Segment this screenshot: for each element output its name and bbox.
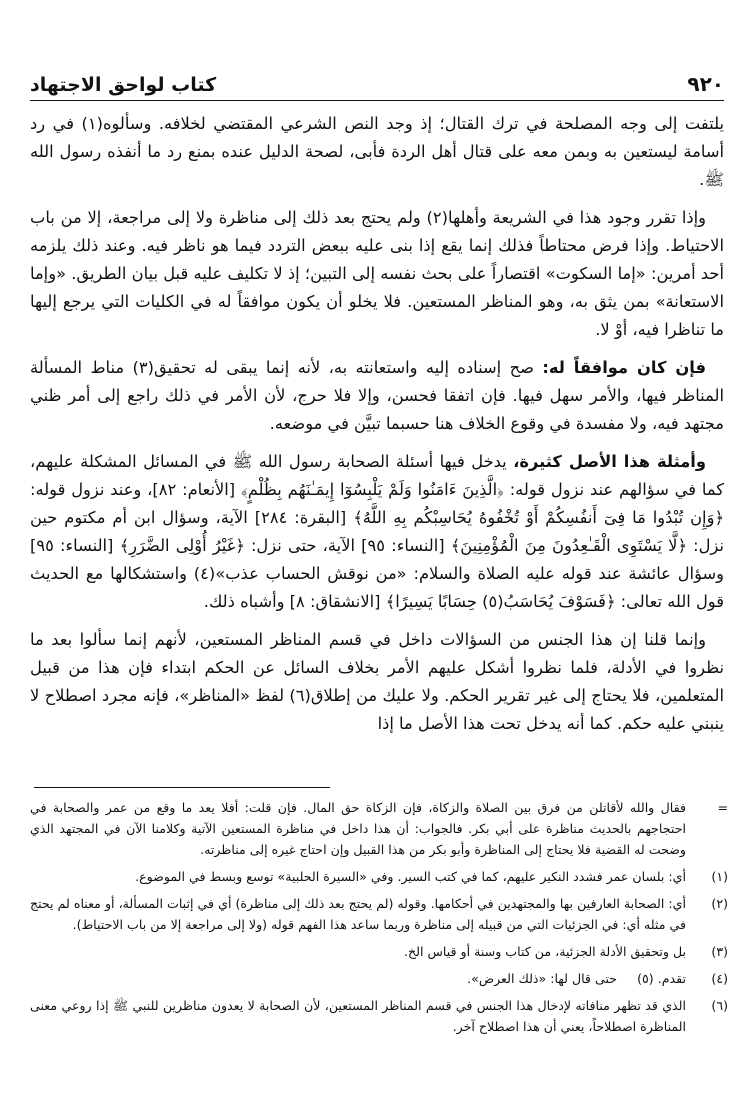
bold-lead: فإن كان موافقاً له:	[542, 358, 706, 377]
footnote-number: (٤)	[711, 971, 728, 986]
footnote-continued	[30, 797, 728, 860]
footnote-5	[467, 968, 654, 989]
paragraph-4: وأمثلة هذا الأصل كثيرة، يدخل فيها أسئلة الصحابة رسول الله ﷺ في المسائل المشكلة عليهم، كما في سؤالهم عند نزول قوله: ﴿الَّذِينَ ءَامَنُوا وَلَمْ يَلْبِسُوٓا إِيمَـٰنَهُم بِظُلْمٍ﴾ [الأنعام: ٨٢]، وعند نزول قوله: ﴿وَإِن تُبْدُوا مَا فِىٓ أَنفُسِكُمْ أَوْ تُخْفُوهُ يُحَاسِبْكُم بِهِ اللَّهُ﴾ [البقرة: ٢٨٤] الآية، وسؤال ابن أم مكتوم حين نزل: ﴿لَّا يَسْتَوِى الْقَـٰعِدُونَ مِنَ الْمُؤْمِنِينَ﴾ [النساء: ٩٥] الآية، حتى نزل: ﴿غَيْرُ أُوْلِى الضَّرَرِ﴾ [النساء: ٩٥] وسؤال عائشة عند قوله عليه الصلاة والسلام: «من نوقش الحساب عذب»(٤) واستشكالها مع الحديث قول الله تعالى: ﴿فَسَوْفَ يُحَاسَبُ(٥) حِسَابًا يَسِيرًا﴾ [الانشقاق: ٨] وأشباه ذلك.	[30, 452, 725, 611]
footnote-number: (٣)	[711, 944, 728, 959]
footnote-text: الذي قد تظهر منافاته لإدخال هذا الجنس في قسم المناظر المستعين، لأن الصحابة لا يعدون مناظرين للنبي ﷺ إذا روعي معنى المناظرة اصطلاحاً، يعني أن هذا اصطلاح آخر.	[30, 998, 686, 1034]
footnote-4-text: تقدم.	[657, 971, 686, 986]
running-header	[30, 62, 724, 101]
paragraph-2: وإذا تقرر وجود هذا في الشريعة وأهلها(٢) ولم يحتج بعد ذلك إلى مناظرة ولا إلى مراجعة، إلا من باب الاحتياط. وإذا فرض محتاطاً فذلك إنما يقع إذا بنى عليه ببعض التردد فيما هو ناظر فيه. وعند ذلك يلزمه أحد أمرين: «إما السكوت» اقتصاراً على بحث نفسه إلى التبين؛ إذ لا تكليف عليه قبل بيان الطريق. «وإما الاستعانة» بمن يثق به، وهو المناظر المستعين. فلا يخلو أن يكون موافقاً له في الكليات التي يرجع إليها ما تناظرا فيه، أوْ لا.	[30, 208, 724, 339]
footnote-text: فقال والله لأقاتلن من فرق بين الصلاة والزكاة، فإن الزكاة حق المال. فإن قلت: أفلا يعد ما وقع من عمر والصحابة في احتجاجهم بالحديث مناظرة على أبي بكر. فالجواب: أن هذا داخل في مناظرة المستعين الآتية وكلامنا الآن في المجتهد الذي وضحت له القضية فلا يحتاج إلى المناظرة وأبو بكر من هذا القبيل وإن احتاج غيره إلى مناظرته.	[30, 800, 686, 857]
footnote-text: بل وتحقيق الأدلة الجزئية، من كتاب وسنة أو قياس الخ.	[404, 944, 686, 959]
footnotes	[30, 797, 728, 1043]
footnote-4-5	[30, 968, 728, 989]
book-title: كتاب لواحق الاجتهاد	[30, 74, 217, 96]
paragraph-3: فإن كان موافقاً له: صح إسناده إليه واستعانته به، لأنه إنما يبقى له تحقيق(٣) مناط المسألة المناظر فيها، والأمر سهل فيها. فإن اتفقا فحسن، وإلا فلا حرج، لأن الأمر في ذلك راجع إلى أمر ظني مجتهد فيه، ولا مفسدة في وقوع الخلاف هنا حسبما تبيَّن في موضعه.	[30, 358, 724, 433]
footnote-number: (٢)	[711, 896, 728, 911]
footnote-5-text: حتى قال لها: «ذلك العرض».	[467, 971, 618, 986]
footnote-text: أي: الصحابة العارفين بها والمجتهدين في أحكامها. وقوله (لم يحتج بعد ذلك إلى مناظرة) أي في إثبات المسألة، أو معناه لم يحتج في مثله أي: في الجزئيات التي من قبيله إلى مناظرة وربما ساعد هذا الفهم قوله (ولا إلى مراجعة إلا من باب الاحتياط).	[30, 896, 686, 932]
footnote-text	[30, 968, 686, 989]
footnote-marker: =	[717, 800, 728, 815]
footnote-1	[30, 866, 728, 887]
footnote-2	[30, 893, 728, 935]
footnote-number: (٦)	[711, 998, 728, 1013]
footnote-6	[30, 995, 728, 1037]
footnote-number: (٥)	[637, 971, 654, 986]
footnote-text: أي: بلسان عمر فشدد النكير عليهم، كما في كتب السير. وفي «السيرة الحلبية» توسع وبسط في الموضوع.	[135, 869, 686, 884]
paragraph-5: وإنما قلنا إن هذا الجنس من السؤالات داخل في قسم المناظر المستعين، لأنهم إنما سألوا بعد ما نظروا في الأدلة، فلما نظروا أشكل عليهم الأمر بخلاف السائل عن الحكم ابتداء فإن هذا من قبيل المتعلمين، فلا يحتاج إلى غير تقرير الحكم. ولا عليك من إطلاق(٦) لفظ «المناظر»، فإنه مجرد اصطلاح لا ينبني عليه حكم. كما أنه يدخل تحت هذا الأصل ما إذا	[30, 630, 724, 733]
main-text	[30, 110, 724, 748]
bold-lead: وأمثلة هذا الأصل كثيرة،	[513, 452, 706, 471]
footnote-3	[30, 941, 728, 962]
page-number: ٩٢٠	[687, 72, 724, 96]
footnote-number: (١)	[711, 869, 728, 884]
paragraph-1: يلتفت إلى وجه المصلحة في ترك القتال؛ إذ وجد النص الشرعي المقتضي لخلافه. وسألوه(١) في رد أسامة ليستعين به وبمن معه على قتال أهل الردة فأبى، لصحة الدليل عنده بمنع رد ما أنفذه رسول الله ﷺ.	[30, 114, 724, 189]
footnote-separator	[34, 787, 330, 788]
